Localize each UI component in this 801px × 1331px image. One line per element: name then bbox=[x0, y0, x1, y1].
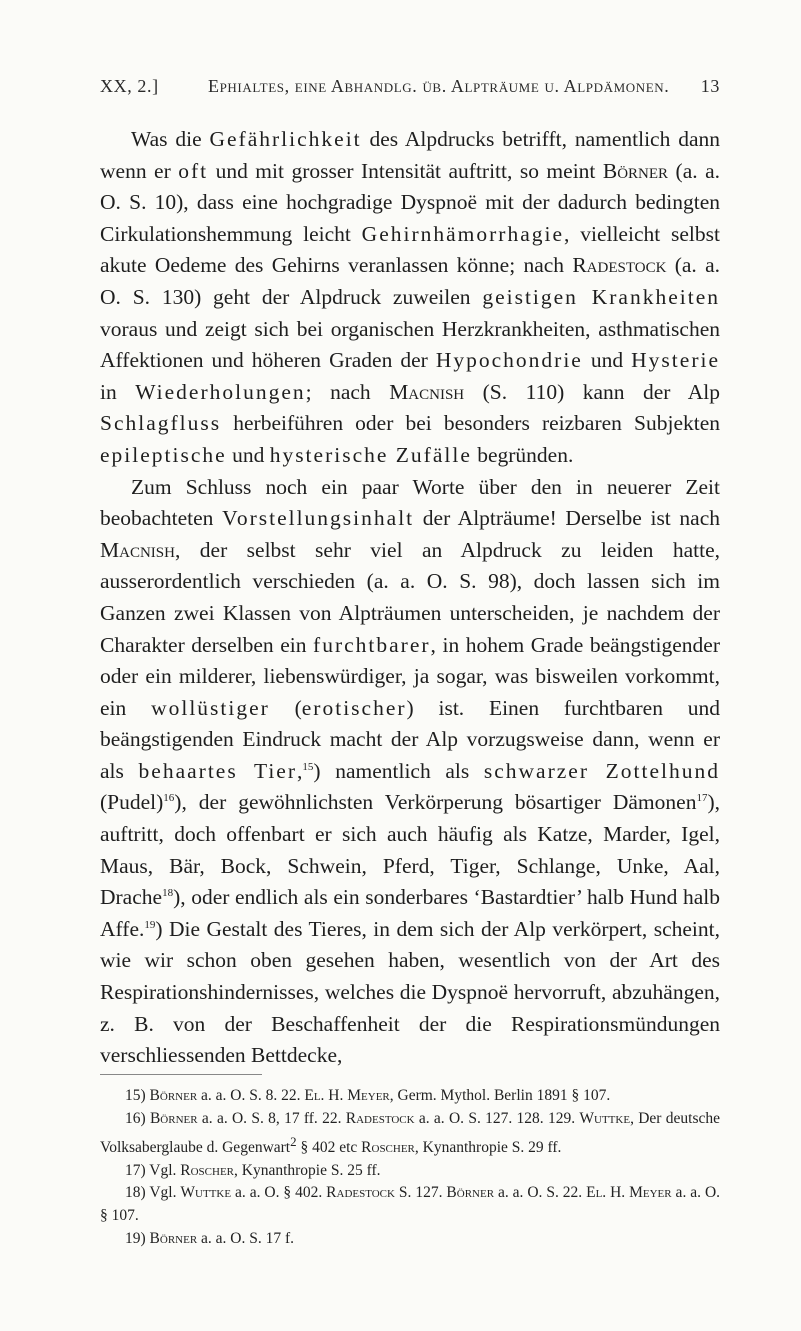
text-run: Was die bbox=[131, 127, 210, 151]
text-run: ), oder endlich als ein sonderbares ‘Bastardtier’ halb Hund halb Affe. bbox=[100, 885, 720, 941]
text-run: Börner bbox=[602, 158, 669, 183]
text-run: El. H. Meyer bbox=[586, 1184, 672, 1202]
text-run: der Alpträume! Derselbe ist nach bbox=[414, 506, 721, 531]
footnote-separator bbox=[100, 1074, 262, 1075]
text-run: (a. a. O. S. 130) geht der Alpdruck zuweilen bbox=[100, 253, 720, 309]
text-run: , Germ. Mythol. Berlin 1891 § 107. bbox=[389, 1087, 611, 1104]
footnote bbox=[100, 1228, 720, 1251]
text-run: furchtbarer bbox=[313, 632, 431, 657]
text-run: Radestock bbox=[326, 1184, 395, 1202]
text-run: (Pudel) bbox=[100, 790, 164, 815]
text-run: Börner bbox=[149, 1109, 198, 1127]
main-text bbox=[100, 124, 720, 1072]
text-run: Radestock bbox=[345, 1109, 415, 1127]
text-run: voraus und zeigt sich bei organischen Herzkrankheiten, asthmatischen Affektionen und höheren Graden der bbox=[100, 316, 720, 373]
text-run: ; nach bbox=[305, 379, 390, 404]
footnote bbox=[100, 1160, 720, 1183]
running-head bbox=[100, 76, 720, 102]
text-run: behaartes Tier bbox=[138, 758, 298, 783]
text-run: herbeiführen oder bei besonders reizbaren Subjekten bbox=[221, 411, 720, 436]
text-run: , in hohem Grade beängstigender oder ein milderer, liebenswürdiger, ja sogar, was bisweilen vorkommt, ein bbox=[100, 632, 721, 720]
text-run: a. a. O. S. 8, 17 ff. 22. bbox=[197, 1109, 346, 1127]
paragraph bbox=[100, 124, 720, 472]
text-run: , bbox=[297, 758, 303, 783]
text-run: ) Die Gestalt des Tieres, in dem sich der Alp verkörpert, scheint, wie wir schon oben gesehen haben, wesentlich von der Art des Respirationshindernisses, welches die Dyspnoë hervorruft, abzuhängen, z. B. von der Beschaffenheit der die Respirationsmündungen verschliessenden Bettdecke, bbox=[100, 916, 720, 1068]
paragraph bbox=[100, 472, 720, 1072]
text-run: epileptische bbox=[100, 442, 227, 467]
text-run: Börner bbox=[149, 1229, 198, 1247]
text-run: ) namentlich als bbox=[313, 758, 484, 783]
text-run: a. a. O. S. 8. 22. bbox=[197, 1087, 305, 1104]
text-run: , der selbst sehr viel an Alpdruck zu leiden hatte, ausserordentlich verschieden (a. a. O. S. 98), doch lassen sich im Ganzen zwei Klassen von Alpträumen unterscheiden, je nachdem der Charakter derselben ein bbox=[100, 537, 720, 657]
footnote-ref: 16 bbox=[163, 792, 175, 805]
text-run: a. a. O. S. 127. 128. 129. bbox=[414, 1109, 580, 1127]
text-run: begründen. bbox=[471, 442, 574, 467]
text-run: a. a. O. S. 17 f. bbox=[197, 1229, 295, 1247]
text-run: schwarzer Zottelhund bbox=[483, 758, 720, 783]
running-title: Ephialtes, eine Abhandlg. üb. Alpträume u. Alpdämonen. bbox=[208, 76, 670, 96]
text-run: a. a. O. § 107. bbox=[100, 1184, 721, 1225]
text-run: oft bbox=[178, 158, 209, 183]
text-run: 18) Vgl. bbox=[125, 1184, 181, 1202]
text-run: Hypochondrie bbox=[435, 348, 583, 373]
text-run: Roscher bbox=[180, 1161, 235, 1179]
text-run: Vorstellungsinhalt bbox=[222, 506, 415, 531]
text-run: erotischer bbox=[301, 695, 407, 720]
footnote-ref: 15 bbox=[302, 760, 314, 773]
text-run: (S. 110) kann der Alp bbox=[464, 379, 721, 404]
text-run: Zum Schluss noch ein paar Worte über den in neuerer Zeit beobachteten bbox=[100, 474, 720, 531]
text-run: des Alpdrucks betrifft, namentlich dann wenn er bbox=[100, 127, 720, 183]
text-run: S. 127. bbox=[394, 1184, 447, 1202]
text-run: ( bbox=[269, 695, 302, 720]
text-run: geistigen Krankheiten bbox=[482, 284, 720, 309]
text-run: Wuttke bbox=[579, 1109, 631, 1127]
text-run: ) ist. Einen furchtbaren und beängstigenden Eindruck macht der Alp vorzugsweise dann, wenn er als bbox=[100, 695, 720, 783]
text-run: 17) Vgl. bbox=[125, 1161, 181, 1179]
text-run: Roscher bbox=[361, 1138, 415, 1156]
text-run: 16) bbox=[125, 1109, 150, 1127]
text-run: in bbox=[100, 379, 136, 404]
page-number: 13 bbox=[700, 76, 720, 96]
footnote-ref: 18 bbox=[162, 887, 174, 900]
text-run: a. a. O. S. 22. bbox=[494, 1184, 587, 1202]
text-run: Schlagfluss bbox=[100, 411, 222, 436]
footnote-ref: 19 bbox=[144, 918, 156, 931]
text-run: hysterische Zufälle bbox=[269, 442, 472, 467]
text-run: Börner bbox=[149, 1087, 198, 1104]
text-run: Macnish bbox=[100, 537, 175, 562]
text-run: Radestock bbox=[572, 253, 667, 278]
text-run: ), der gewöhnlichsten Verkörperung bösartiger Dämonen bbox=[174, 790, 697, 815]
text-run: El. H. Meyer bbox=[304, 1087, 390, 1104]
text-run: , Der deutsche Volksaberglaube d. Gegenwart bbox=[100, 1109, 720, 1156]
text-run: § 402 etc bbox=[296, 1138, 362, 1156]
text-run: Börner bbox=[446, 1184, 495, 1202]
text-run: 15) bbox=[125, 1087, 150, 1104]
footnotes bbox=[100, 1085, 720, 1251]
footnote-ref: 2 bbox=[290, 1133, 297, 1149]
footnote bbox=[100, 1182, 720, 1228]
text-run: ), auftritt, doch offenbart er sich auch häufig als Katze, Marder, Igel, Maus, Bär, Bock, Schwein, Pferd, Tiger, Schlange, Unke, Aal, Drache bbox=[100, 790, 720, 910]
text-run: Macnish bbox=[389, 379, 465, 404]
text-run: Hysterie bbox=[631, 348, 720, 373]
text-run: Gehirnhämorrhagie bbox=[361, 221, 565, 246]
text-run: und bbox=[226, 442, 270, 467]
text-run: Wuttke bbox=[180, 1184, 232, 1202]
text-run: und bbox=[582, 348, 632, 373]
footnote bbox=[100, 1085, 720, 1108]
text-run: und mit grosser Intensität auftritt, so meint bbox=[208, 158, 603, 183]
text-run: Gefährlichkeit bbox=[209, 127, 362, 151]
text-run: (a. a. O. S. 10), dass eine hochgradige Dyspnoë mit der dadurch bedingten Cirkulationshemmung leicht bbox=[100, 158, 721, 246]
text-run: a. a. O. § 402. bbox=[231, 1184, 327, 1202]
text-run: 19) bbox=[125, 1229, 150, 1247]
footnote-ref: 17 bbox=[696, 792, 708, 805]
text-run: Wiederholungen bbox=[135, 379, 306, 404]
volume-marker: XX, 2.] bbox=[100, 76, 159, 96]
text-run: wollüstiger bbox=[151, 695, 270, 720]
text-run: , Kynanthropie S. 25 ff. bbox=[234, 1161, 381, 1179]
text-run: , Kynanthropie S. 29 ff. bbox=[414, 1138, 562, 1156]
footnote bbox=[100, 1108, 720, 1160]
text-run: , vielleicht selbst akute Oedeme des Gehirns veranlassen könne; nach bbox=[100, 221, 720, 278]
